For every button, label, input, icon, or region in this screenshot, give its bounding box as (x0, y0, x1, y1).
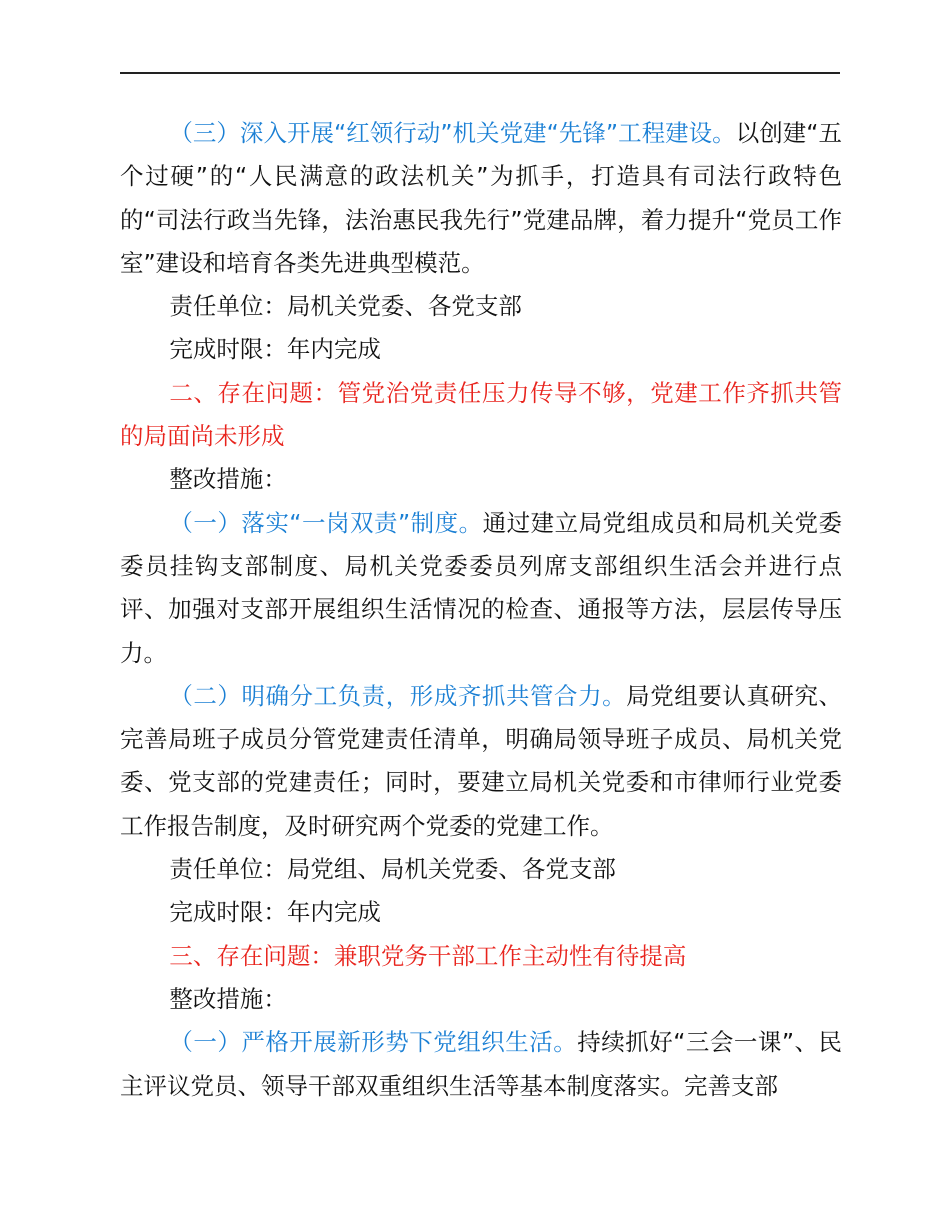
problem-heading-3: 三、存在问题：兼职党务干部工作主动性有待提高 (169, 941, 687, 970)
paragraph-organization-life (120, 1021, 842, 1108)
paragraph-body: 局党组要认真研究、完善局班子成员分管党建责任清单，明确局领导班子成员、局机关党委、党支部的党建责任；同时，要建立局机关党委和市律师行业党委工作报告制度，及时研究两个党委的党建工作。 (120, 681, 843, 840)
paragraph-red-leader-project (120, 112, 842, 285)
deadline-2: 完成时限：年内完成 (169, 898, 381, 927)
paragraph-one-post-two-duties (120, 502, 842, 675)
measures-label-2: 整改措施： (169, 465, 287, 494)
deadline-1: 完成时限：年内完成 (169, 335, 381, 364)
paragraph-body: 以创建“五个过硬”的“人民满意的政法机关”为抓手，打造具有司法行政特色的“司法行政当先锋，法治惠民我先行”党建品牌，着力提升“党员工作室”建设和培育各类先进典型模范。 (120, 119, 842, 277)
responsible-unit-2: 责任单位：局党组、局机关党委、各党支部 (169, 855, 616, 884)
paragraph-body: 通过建立局党组成员和局机关党委委员挂钩支部制度、局机关党委委员列席支部组织生活会并进行点评、加强对支部开展组织生活情况的检查、通报等方法，层层传导压力。 (120, 508, 842, 667)
subheading-1: （一）落实“一岗双责”制度。 (169, 508, 483, 537)
subheading-3: （三）深入开展“红领行动”机关党建“先锋”工程建设。 (169, 119, 736, 147)
paragraph-division-of-labor (120, 675, 842, 848)
problem-heading-2: 二、存在问题：管党治党责任压力传导不够，党建工作齐抓共管的局面尚未形成 (120, 378, 842, 451)
measures-label-3: 整改措施： (169, 984, 287, 1013)
document-body (120, 112, 842, 1108)
subheading-2: （二）明确分工负责，形成齐抓共管合力。 (169, 681, 627, 710)
subheading-1: （一）严格开展新形势下党组织生活。 (169, 1028, 578, 1057)
paragraph-body: 持续抓好“三会一课”、民主评议党员、领导干部双重组织生活等基本制度落实。完善支部 (120, 1028, 843, 1100)
responsible-unit-1: 责任单位：局机关党委、各党支部 (169, 292, 522, 321)
header-rule (120, 72, 840, 74)
